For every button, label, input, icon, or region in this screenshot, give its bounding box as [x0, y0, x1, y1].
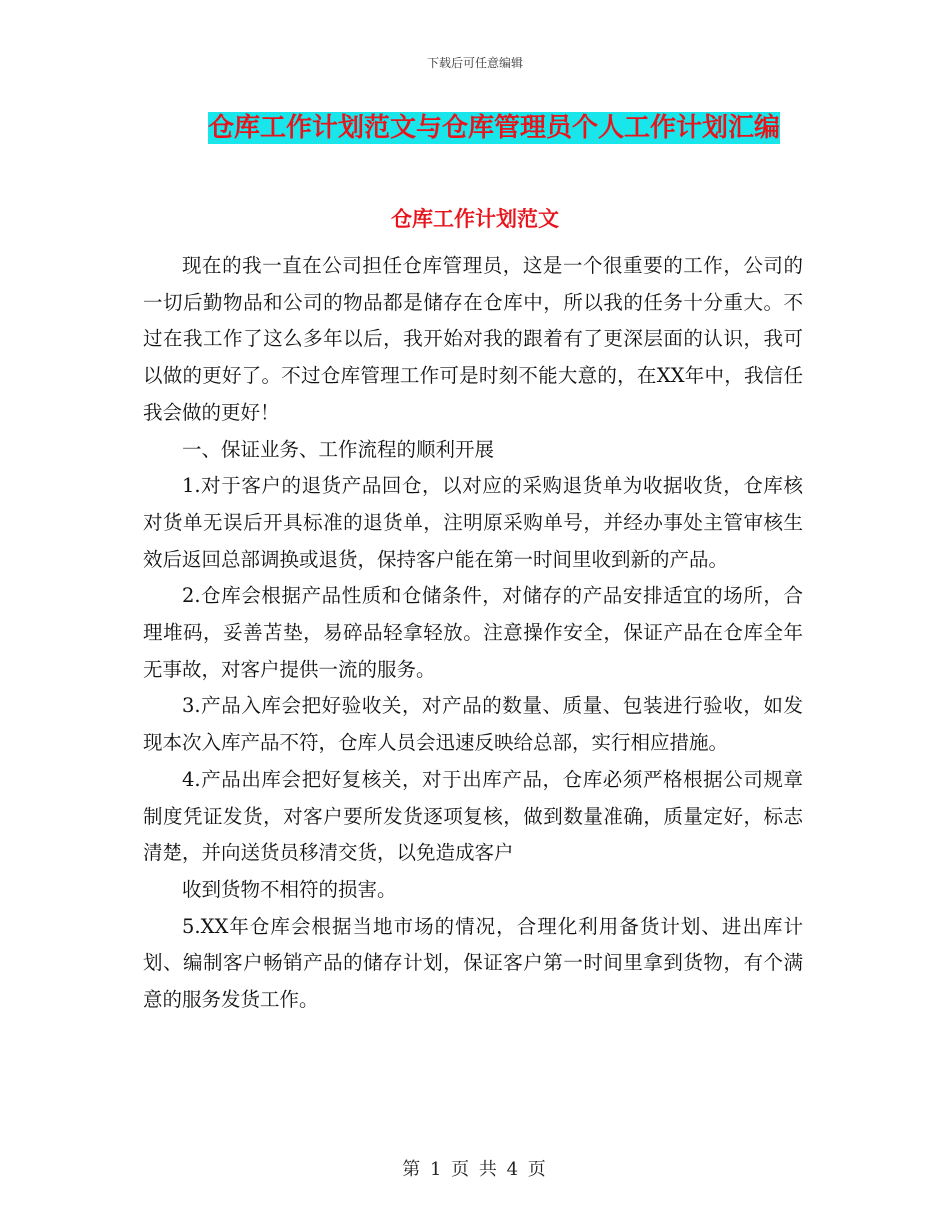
document-body [143, 248, 803, 1019]
paragraph-heading-1: 一、保证业务、工作流程的顺利开展 [182, 437, 495, 461]
page-header-note: 下载后可任意编辑 [426, 56, 523, 70]
section-title: 仓库工作计划范文 [391, 207, 559, 231]
paragraph-item-4-cont: 收到货物不相符的损害。 [182, 877, 397, 901]
page-number: 第 1 页 共 4 页 [402, 1159, 548, 1180]
paragraph-item-5: 5.XX年仓库会根据当地市场的情况，合理化利用备货计划、进出库计划、编制客户畅销产品的储存计划，保证客户第一时间里拿到货物，有个满意的服务发货工作。 [143, 914, 803, 1012]
document-title: 仓库工作计划范文与仓库管理员个人工作计划汇编 [208, 113, 781, 143]
paragraph-intro: 现在的我一直在公司担任仓库管理员，这是一个很重要的工作，公司的一切后勤物品和公司的物品都是储存在仓库中，所以我的任务十分重大。不过在我工作了这么多年以后，我开始对我的跟着有了更深层面的认识，我可以做的更好了。不过仓库管理工作可是时刻不能大意的，在XX年中，我信任我会做的更好！ [143, 254, 803, 424]
paragraph-item-1: 1.对于客户的退货产品回仓，以对应的采购退货单为收据收货，仓库核对货单无误后开具标准的退货单，注明原采购单号，并经办事处主管审核生效后返回总部调换或退货，保持客户能在第一时间里收到新的产品。 [143, 474, 803, 571]
paragraph-item-2: 2.仓库会根据产品性质和仓储条件，对储存的产品安排适宜的场所，合理堆码，妥善苫垫，易碎品轻拿轻放。注意操作安全，保证产品在仓库全年无事故，对客户提供一流的服务。 [143, 584, 803, 681]
paragraph-item-3: 3.产品入库会把好验收关，对产品的数量、质量、包装进行验收，如发现本次入库产品不符，仓库人员会迅速反映给总部，实行相应措施。 [143, 694, 803, 755]
paragraph-item-4: 4.产品出库会把好复核关，对于出库产品，仓库必须严格根据公司规章制度凭证发货，对客户要所发货逐项复核，做到数量准确，质量定好，标志清楚，并向送货员移清交货，以免造成客户 [143, 767, 803, 865]
